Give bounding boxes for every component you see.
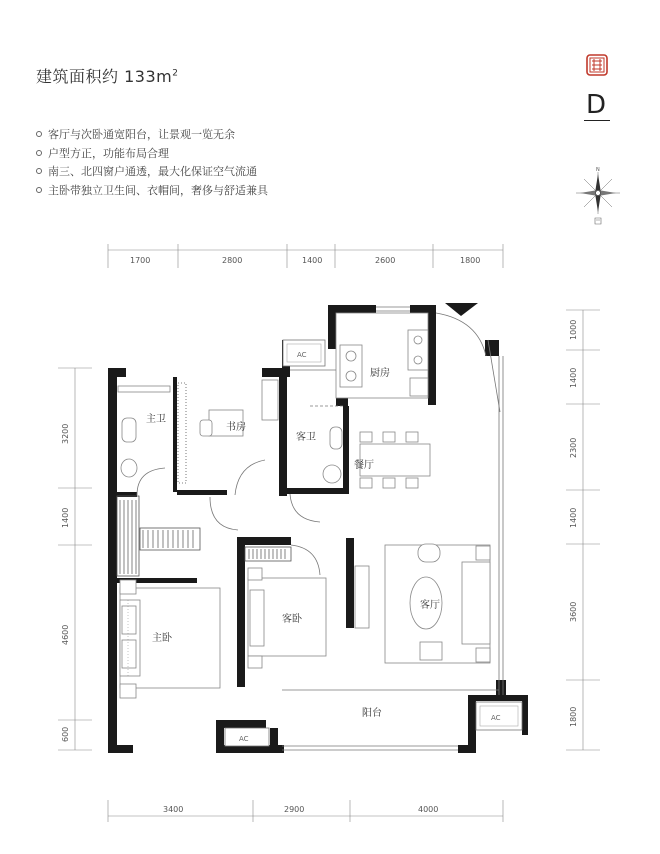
dim-top-3: 1400 bbox=[302, 256, 323, 265]
dim-left-4: 600 bbox=[61, 726, 70, 742]
dim-bottom-1: 3400 bbox=[163, 805, 184, 814]
dim-top-5: 1800 bbox=[460, 256, 481, 265]
dim-left-2: 1400 bbox=[61, 507, 70, 528]
room-label-master-bedroom: 主卧 bbox=[152, 633, 172, 644]
ac-unit-top bbox=[283, 340, 325, 366]
room-label-study: 书房 bbox=[226, 422, 246, 433]
left-dimension-line bbox=[58, 368, 92, 750]
unit-type-letter: D bbox=[586, 90, 607, 120]
feature-item: 户型方正，功能布局合理 bbox=[36, 145, 268, 164]
building-area-title: 建筑面积约 $133m^2$ bbox=[36, 67, 179, 86]
dim-top-1: 1700 bbox=[130, 256, 151, 265]
feature-item: 客厅与次卧通宽阳台，让景观一览无余 bbox=[36, 126, 268, 145]
dim-right-4: 1400 bbox=[569, 507, 578, 528]
room-label-balcony: 阳台 bbox=[362, 708, 382, 719]
ac-unit-bottom-left bbox=[225, 728, 269, 746]
dim-bottom-3: 4000 bbox=[418, 805, 439, 814]
feature-item: 主卧带独立卫生间、衣帽间，奢侈与舒适兼具 bbox=[36, 182, 268, 201]
svg-text:AC: AC bbox=[297, 351, 307, 359]
room-label-kitchen: 厨房 bbox=[370, 368, 390, 379]
master-bath-fixtures bbox=[118, 386, 170, 477]
dim-right-1: 1000 bbox=[569, 319, 578, 340]
room-label-master-bath: 主卫 bbox=[146, 414, 166, 425]
svg-text:N: N bbox=[596, 167, 600, 173]
feature-item: 南三、北四窗户通透，最大化保证空气流通 bbox=[36, 163, 268, 182]
right-dimension-line bbox=[566, 310, 600, 750]
room-label-living: 客厅 bbox=[420, 600, 440, 611]
guest-bath-fixtures bbox=[323, 427, 342, 483]
kitchen-fixtures bbox=[336, 313, 428, 398]
dim-right-5: 3600 bbox=[569, 601, 578, 622]
room-label-guest-bath: 客卫 bbox=[296, 432, 316, 443]
dim-left-3: 4600 bbox=[61, 624, 70, 645]
room-label-dining: 餐厅 bbox=[354, 460, 374, 471]
dim-left-1: 3200 bbox=[61, 423, 70, 444]
svg-text:AC: AC bbox=[239, 735, 249, 743]
master-wardrobe bbox=[117, 496, 200, 576]
dim-right-2: 1400 bbox=[569, 367, 578, 388]
bottom-dimension-line bbox=[108, 800, 503, 822]
guest-bed bbox=[245, 547, 326, 668]
svg-text:AC: AC bbox=[491, 714, 501, 722]
dim-bottom-2: 2900 bbox=[284, 805, 305, 814]
top-dimension-line bbox=[108, 244, 503, 268]
ac-unit-bottom-right bbox=[476, 702, 522, 730]
dim-right-6: 1800 bbox=[569, 706, 578, 727]
dim-top-2: 2800 bbox=[222, 256, 243, 265]
entry-arrow-icon bbox=[445, 303, 478, 316]
dim-right-3: 2300 bbox=[569, 437, 578, 458]
room-label-guest-bedroom: 客卧 bbox=[282, 614, 302, 625]
dim-top-4: 2600 bbox=[375, 256, 396, 265]
